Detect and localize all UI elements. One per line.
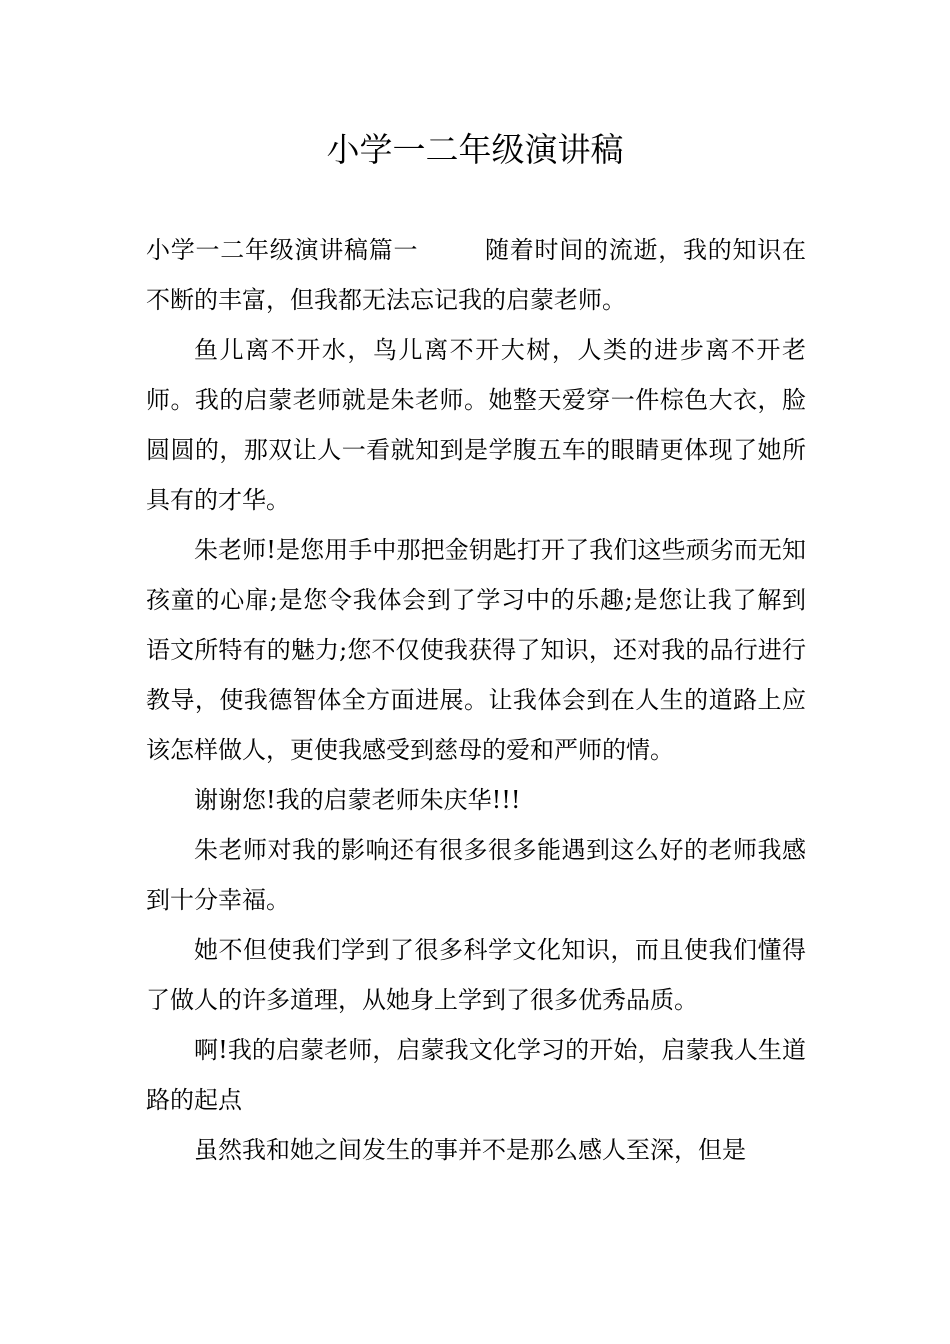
page-title: 小学一二年级演讲稿 bbox=[326, 130, 624, 169]
paragraph-1 bbox=[146, 225, 806, 325]
paragraph-5: 朱老师对我的影响还有很多很多能遇到这么好的老师我感到十分幸福。 bbox=[146, 836, 806, 914]
paragraph-2: 鱼儿离不开水，鸟儿离不开大树，人类的进步离不开老师。我的启蒙老师就是朱老师。她整天爱穿一件棕色大衣，脸圆圆的，那双让人一看就知到是学腹五车的眼睛更体现了她所具有的才华。 bbox=[146, 336, 806, 514]
paragraph-8: 虽然我和她之间发生的事并不是那么感人至深，但是 bbox=[194, 1136, 746, 1164]
paragraph-3: 朱老师!是您用手中那把金钥匙打开了我们这些顽劣而无知孩童的心扉;是您令我体会到了学习中的乐趣;是您让我了解到语文所特有的魅力;您不仅使我获得了知识，还对我的品行进行教导，使我德智体全方面进展。让我体会到在人生的道路上应该怎样做人，更使我感受到慈母的爱和严师的情。 bbox=[146, 536, 806, 764]
section-heading: 小学一二年级演讲稿篇一 bbox=[146, 236, 419, 264]
paragraph-6: 她不但使我们学到了很多科学文化知识，而且使我们懂得了做人的许多道理，从她身上学到了很多优秀品质。 bbox=[146, 936, 806, 1014]
paragraph-4: 谢谢您!我的启蒙老师朱庆华!!! bbox=[194, 786, 521, 814]
paragraph-1-text: 随着时间的流逝，我的知识在不断的丰富，但我都无法忘记我的启蒙老师。 bbox=[146, 236, 806, 314]
paragraph-7: 啊!我的启蒙老师，启蒙我文化学习的开始，启蒙我人生道路的起点 bbox=[146, 1036, 806, 1114]
document-body bbox=[146, 225, 806, 1175]
